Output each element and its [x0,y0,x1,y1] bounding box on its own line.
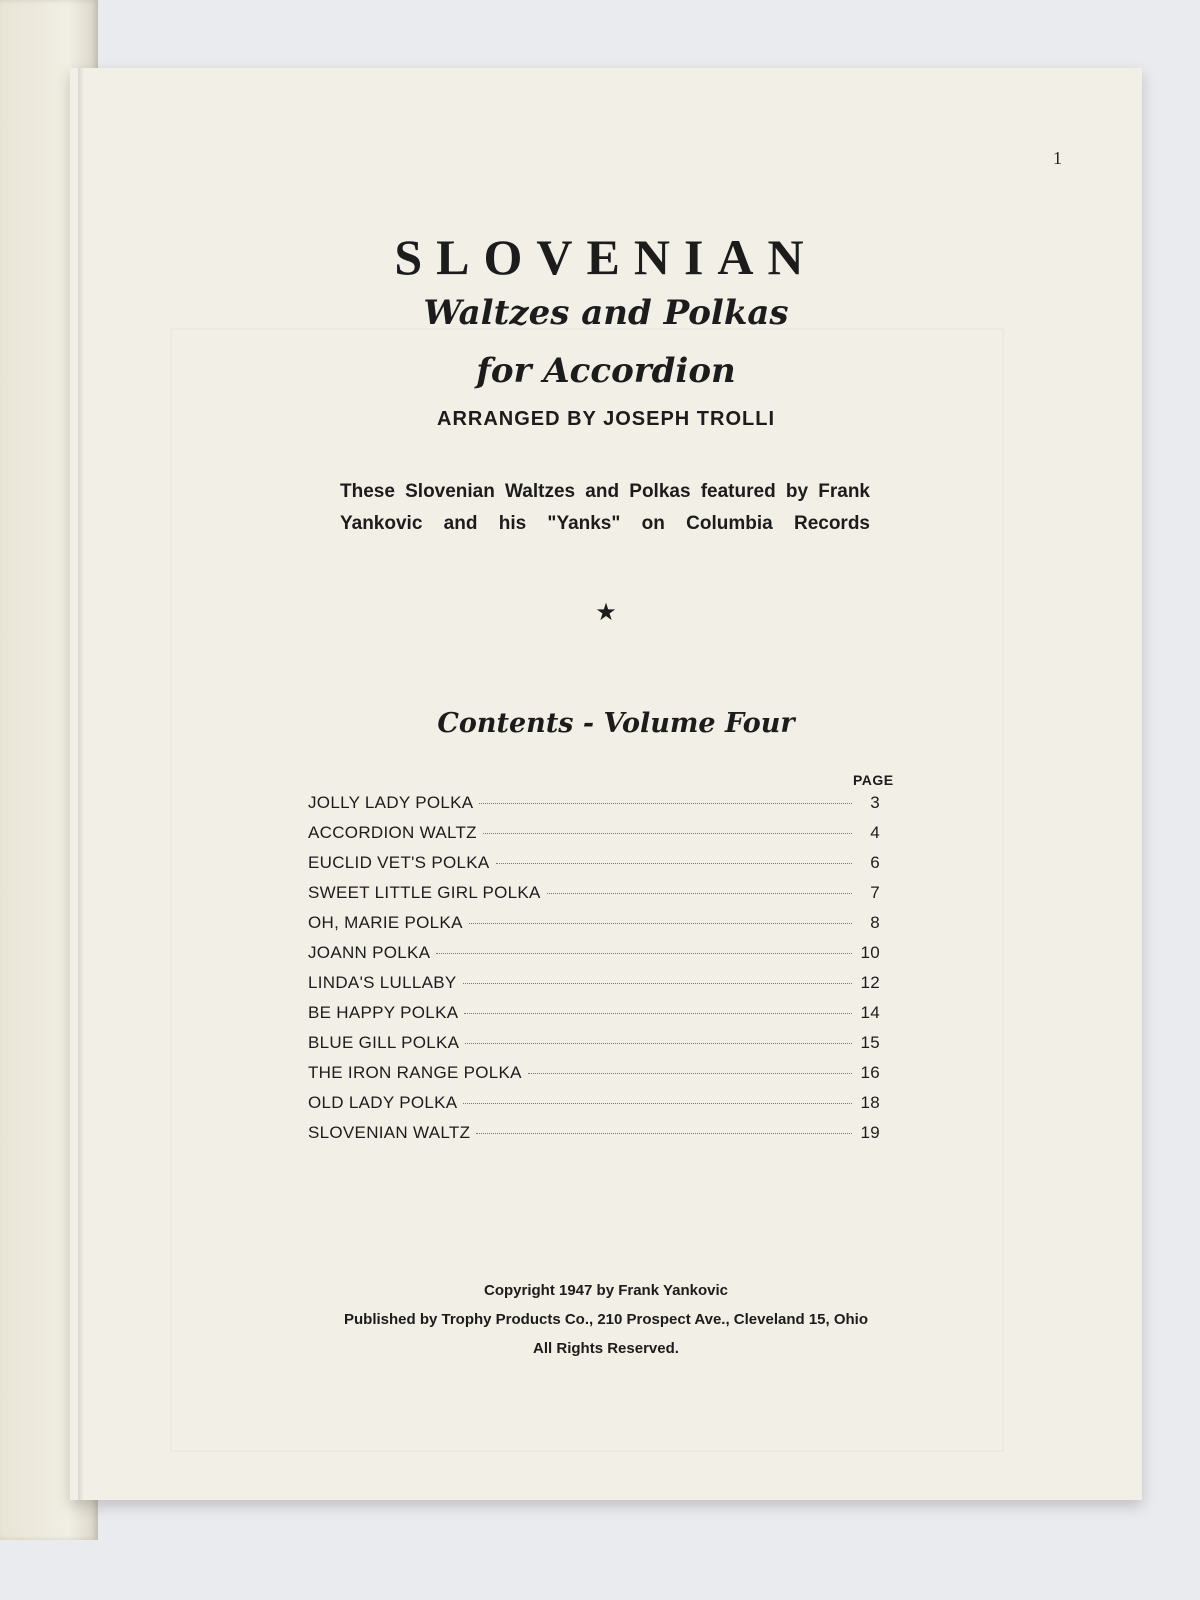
toc-entry-title: BE HAPPY POLKA [308,1003,459,1022]
toc-entry-page: 12 [860,973,880,992]
page-column-label: PAGE [853,772,894,788]
toc-entry [308,913,880,943]
toc-dot-leader [463,1103,852,1104]
toc-entry [308,853,880,883]
toc-entry [308,943,880,973]
toc-entry-page: 3 [870,793,880,812]
toc-entry [308,823,880,853]
publication-footer [70,1276,1142,1363]
subtitle-line-1: Waltzes and Polkas [423,293,789,333]
toc-dot-leader [496,863,852,864]
toc-entry-page: 7 [870,883,880,902]
toc-entry-title: ACCORDION WALTZ [308,823,477,842]
toc-entry-page: 16 [860,1063,880,1082]
toc-entry-page: 15 [860,1033,880,1052]
contents-heading: Contents - Volume Four [437,708,795,739]
toc-entry-page: 10 [860,943,880,962]
toc-entry-title: JOANN POLKA [308,943,431,962]
rights-line: All Rights Reserved. [533,1340,679,1357]
toc-entry [308,883,880,913]
subtitle-line-2: for Accordion [476,351,736,391]
page-title: SLOVENIAN [394,229,818,285]
toc-entry-page: 14 [860,1003,880,1022]
toc-dot-leader [547,893,852,894]
toc-entry [308,793,880,823]
toc-entry [308,1063,880,1093]
toc-entry-page: 8 [870,913,880,932]
toc-dot-leader [463,983,852,984]
publisher-line: Published by Trophy Products Co., 210 Prospect Ave., Cleveland 15, Ohio [343,1311,869,1328]
toc-entry [308,1033,880,1063]
toc-entry-title: LINDA'S LULLABY [308,973,457,992]
toc-entry-title: EUCLID VET'S POLKA [308,853,490,872]
toc-dot-leader [436,953,852,954]
page-number: 1 [1053,148,1062,168]
toc-entry-title: JOLLY LADY POLKA [308,793,474,812]
toc-entry-page: 4 [870,823,880,842]
toc-entry-title: THE IRON RANGE POLKA [308,1063,522,1082]
booklet-page [70,68,1142,1500]
toc-entry [308,1093,880,1123]
copyright-line: Copyright 1947 by Frank Yankovic [484,1282,728,1299]
toc-dot-leader [464,1013,852,1014]
toc-dot-leader [465,1043,852,1044]
toc-entry-page: 19 [860,1123,880,1142]
arranger-credit: ARRANGED BY JOSEPH TROLLI [437,408,775,430]
toc-dot-leader [528,1073,852,1074]
toc-entry-page: 18 [860,1093,880,1112]
toc-entry [308,973,880,1003]
toc-entry [308,1003,880,1033]
toc-dot-leader [469,923,852,924]
toc-entry-title: SWEET LITTLE GIRL POLKA [308,883,541,902]
toc-entry-title: OH, MARIE POLKA [308,913,463,932]
toc-entry-page: 6 [870,853,880,872]
intro-paragraph: These Slovenian Waltzes and Polkas featured by Frank Yankovic and his "Yanks" on Columbia Records [340,481,870,534]
toc-dot-leader [479,803,852,804]
toc-entry-title: SLOVENIAN WALTZ [308,1123,471,1142]
toc-dot-leader [476,1133,852,1134]
toc-dot-leader [483,833,852,834]
star-ornament: ★ [595,599,617,626]
toc-entry-title: BLUE GILL POLKA [308,1033,460,1052]
toc-entry-title: OLD LADY POLKA [308,1093,458,1112]
toc-entry [308,1123,880,1153]
table-of-contents [308,793,880,1153]
